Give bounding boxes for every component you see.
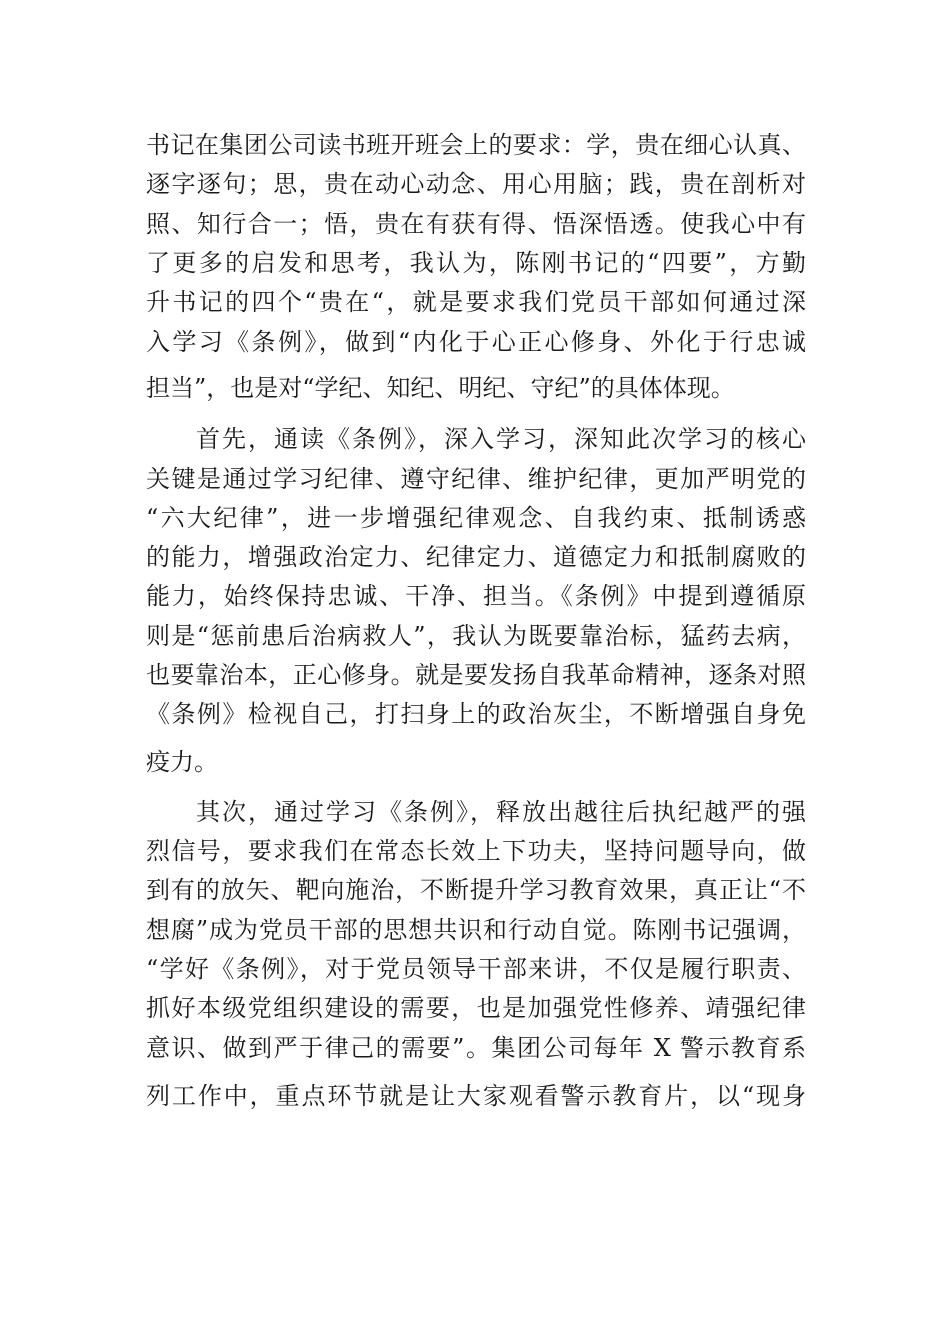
text-line-19: 到有的放矢、靶向施治，不断提升学习教育效果，真正让“不 [146,876,806,904]
text-line-16: 疫力。 [146,748,218,776]
text-line-15: 《条例》检视自己，打扫身上的政治灰尘，不断增强自身免 [146,700,806,728]
text-line-2: 逐字逐句；思，贵在动心动念、用心用脑；践，贵在剖析对 [146,170,806,198]
text-line-11: 的能力，增强政治定力、纪律定力、道德定力和抵制腐败的 [146,543,806,571]
text-line-22: 抓好本级党组织建设的需要，也是加强党性修养、靖强纪律 [146,994,806,1022]
text-line-12: 能力，始终保持忠诚、干净、担当。《条例》中提到遵循原 [146,582,806,610]
text-line-13: 则是“惩前患后治病救人”，我认为既要靠治标，猛药去病， [146,622,806,650]
text-line-18: 烈信号，要求我们在常态长效上下功夫，坚持问题导向，做 [146,837,806,865]
text-line-5: 升书记的四个“贵在“，就是要求我们党员干部如何通过深 [146,288,806,316]
text-line-21: “学好《条例》，对于党员领导干部来讲，不仅是履行职责、 [146,955,806,983]
paragraph-3-first-line: 其次，通过学习《条例》，释放出越往后执纪越严的强 [196,798,806,826]
text-line-7: 担当”，也是对“学纪、知纪、明纪、守纪”的具体体现。 [146,374,735,402]
paragraph-2-first-line: 首先，通读《条例》，深入学习，深知此次学习的核心 [196,425,806,453]
text-line-3: 照、知行合一；悟，贵在有获有得、悟深悟透。使我心中有 [146,210,806,238]
text-line-24: 列工作中，重点环节就是让大家观看警示教育片，以“现身 [146,1082,806,1110]
text-line-6: 入学习《条例》，做到“内化于心正心修身、外化于行忠诚 [146,328,806,356]
text-line-23: 意识、做到严于律己的需要”。集团公司每年 X 警示教育系 [146,1034,806,1062]
text-line-10: “六大纪律”，进一步增强纪律观念、自我约束、抵制诱惑 [146,504,806,532]
text-line-20: 想腐”成为党员干部的思想共识和行动自觉。陈刚书记强调， [146,916,806,944]
text-line-9: 关键是通过学习纪律、遵守纪律、维护纪律，更加严明党的 [146,465,806,493]
text-line-1: 书记在集团公司读书班开班会上的要求：学，贵在细心认真、 [146,131,806,159]
text-line-14: 也要靠治本，正心修身。就是要发扬自我革命精神，逐条对照 [146,661,806,689]
text-line-4: 了更多的启发和思考，我认为，陈刚书记的“四要”，方勤 [146,249,806,277]
